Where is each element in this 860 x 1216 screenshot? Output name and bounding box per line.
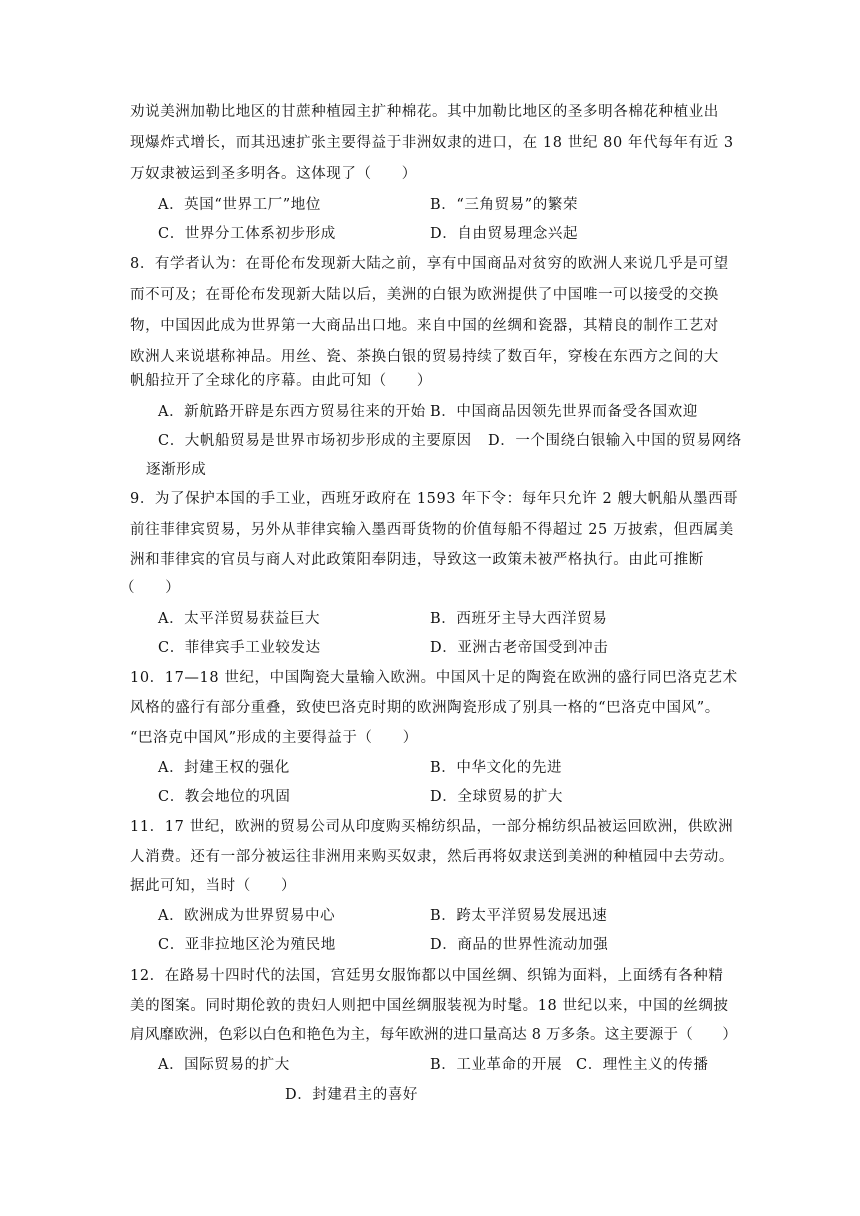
q8-option-d[interactable]: D．一个围绕白银输入中国的贸易网络 — [488, 433, 742, 449]
q10-line-1: 10．17—18 世纪，中国陶瓷大量输入欧洲。中国风十足的陶瓷在欧洲的盛行同巴洛克艺术 — [130, 670, 738, 686]
q8-option-a[interactable]: A．新航路开辟是东西方贸易往来的开始 — [158, 404, 426, 420]
q8-option-c[interactable]: C．大帆船贸易是世界市场初步形成的主要原因 — [158, 433, 472, 449]
q9-line-4: （ ） — [120, 580, 181, 596]
q11-line-1: 11．17 世纪，欧洲的贸易公司从印度购买棉纺织品，一部分棉纺织品被运回欧洲，供欧洲 — [130, 819, 734, 835]
q7-option-c[interactable]: C．世界分工体系初步形成 — [158, 226, 336, 242]
q9-line-3: 洲和菲律宾的官员与商人对此政策阳奉阴违，导致这一政策未被严格执行。由此可推断 — [130, 552, 704, 568]
q8-line-5: 帆船拉开了全球化的序幕。由此可知（ ） — [130, 373, 432, 389]
q11-option-b[interactable]: B．跨太平洋贸易发展迅速 — [430, 908, 608, 924]
q8-line-4: 欧洲人来说堪称神品。用丝、瓷、茶换白银的贸易持续了数百年，穿梭在东西方之间的大 — [130, 349, 719, 365]
q7-option-a[interactable]: A．英国“世界工厂”地位 — [158, 197, 321, 213]
q12-line-3: 肩风靡欧洲，色彩以白色和艳色为主，每年欧洲的进口量高达 8 万多条。这主要源于（ ） — [130, 1027, 738, 1043]
q11-option-c[interactable]: C．亚非拉地区沦为殖民地 — [158, 937, 336, 953]
q8-line-1: 8．有学者认为：在哥伦布发现新大陆之前，享有中国商品对贫穷的欧洲人来说几乎是可望 — [130, 256, 729, 272]
q9-line-1: 9．为了保护本国的手工业，西班牙政府在 1593 年下令：每年只允许 2 艘大帆船从墨西哥 — [130, 491, 739, 507]
q12-option-a[interactable]: A．国际贸易的扩大 — [158, 1057, 290, 1073]
q10-option-c[interactable]: C．教会地位的巩固 — [158, 789, 291, 805]
q8-line-3: 物，中国因此成为世界第一大商品出口地。来自中国的丝绸和瓷器，其精良的制作工艺对 — [130, 318, 719, 334]
q10-option-a[interactable]: A．封建王权的强化 — [158, 760, 290, 776]
q12-option-b[interactable]: B．工业革命的开展 — [430, 1057, 563, 1073]
q11-option-a[interactable]: A．欧洲成为世界贸易中心 — [158, 908, 336, 924]
q9-option-b[interactable]: B．西班牙主导大西洋贸易 — [430, 611, 608, 627]
q9-option-d[interactable]: D．亚洲古老帝国受到冲击 — [430, 640, 609, 656]
q7-option-b[interactable]: B．“三角贸易”的繁荣 — [430, 197, 579, 213]
q11-option-d[interactable]: D．商品的世界性流动加强 — [430, 937, 609, 953]
q8-option-d-continued: 逐渐形成 — [146, 462, 207, 478]
q8-option-b[interactable]: B．中国商品因领先世界而备受各国欢迎 — [430, 404, 698, 420]
q9-line-2: 前往菲律宾贸易，另外从菲律宾输入墨西哥货物的价值每船不得超过 25 万披索，但西属美 — [130, 522, 734, 538]
q12-line-1: 12．在路易十四时代的法国，宫廷男女服饰都以中国丝绸、织锦为面料，上面绣有各种精 — [130, 968, 724, 984]
q11-line-2: 人消费。还有一部分被运往非洲用来购买奴隶，然后再将奴隶送到美洲的种植园中去劳动。 — [130, 849, 734, 865]
q12-option-c[interactable]: C．理性主义的传播 — [576, 1057, 709, 1073]
q7-option-d[interactable]: D．自由贸易理念兴起 — [430, 226, 579, 242]
q7-line-3: 万奴隶被运到圣多明各。这体现了（ ） — [130, 166, 417, 182]
q10-option-b[interactable]: B．中华文化的先进 — [430, 760, 563, 776]
q10-line-2: 风格的盛行有部分重叠，致使巴洛克时期的欧洲陶瓷形成了别具一格的“巴洛克中国风”。 — [130, 700, 720, 716]
q10-option-d[interactable]: D．全球贸易的扩大 — [430, 789, 564, 805]
q10-line-3: “巴洛克中国风”形成的主要得益于（ ） — [130, 730, 418, 746]
q8-line-2: 而不可及；在哥伦布发现新大陆以后，美洲的白银为欧洲提供了中国唯一可以接受的交换 — [130, 287, 719, 303]
q7-line-2: 现爆炸式增长，而其迅速扩张主要得益于非洲奴隶的进口，在 18 世纪 80 年代每年有近 3 — [130, 135, 734, 151]
q12-option-d[interactable]: D．封建君主的喜好 — [285, 1087, 419, 1103]
q9-option-c[interactable]: C．菲律宾手工业较发达 — [158, 640, 321, 656]
q9-option-a[interactable]: A．太平洋贸易获益巨大 — [158, 611, 321, 627]
q11-line-3: 据此可知，当时（ ） — [130, 878, 297, 894]
q7-line-1: 劝说美洲加勒比地区的甘蔗种植园主扩种棉花。其中加勒比地区的圣多明各棉花种植业出 — [130, 104, 719, 120]
q12-line-2: 美的图案。同时期伦敦的贵妇人则把中国丝绸服装视为时髦。18 世纪以来，中国的丝绸披 — [130, 998, 729, 1014]
